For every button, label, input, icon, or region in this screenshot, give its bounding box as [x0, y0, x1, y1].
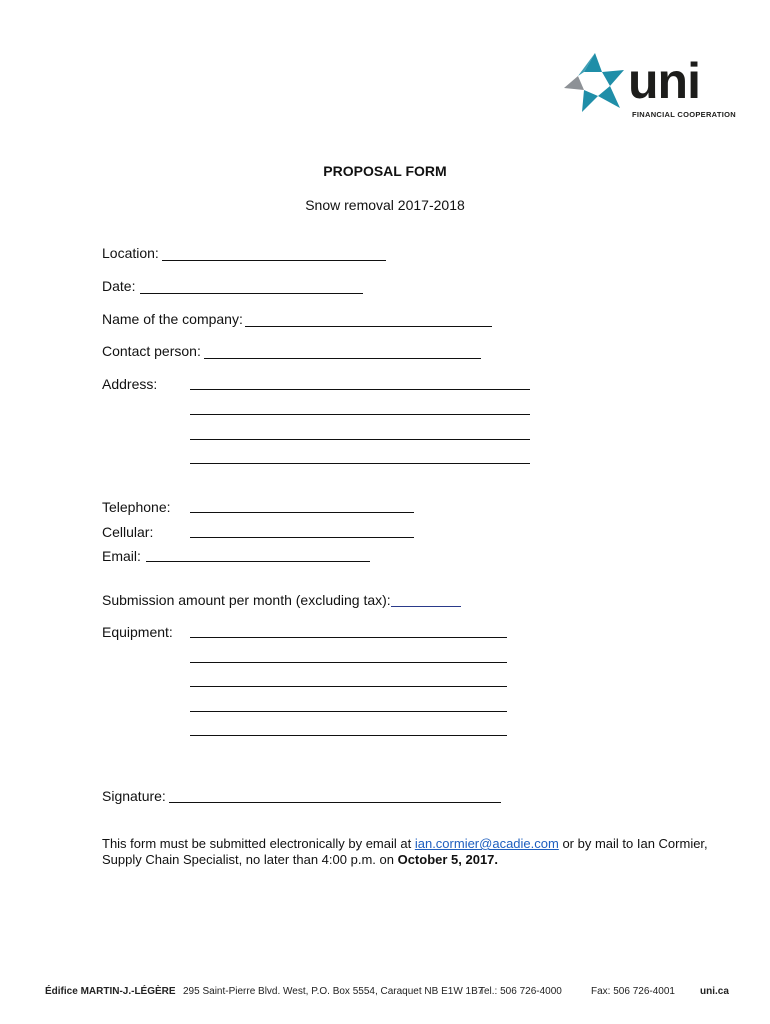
equipment-line-3[interactable]	[190, 686, 507, 687]
signature-field[interactable]	[169, 802, 501, 803]
logo-wordmark: uni	[628, 53, 700, 109]
company-field[interactable]	[245, 326, 492, 327]
email-label: Email:	[102, 548, 141, 564]
page-footer	[45, 986, 735, 1000]
footer-website[interactable]: uni.ca	[700, 986, 729, 997]
equipment-line-1[interactable]	[190, 637, 507, 638]
note-text: or by mail to Ian Cormier,	[558, 836, 708, 851]
contact-field[interactable]	[204, 358, 481, 359]
footer-address: 295 Saint-Pierre Blvd. West, P.O. Box 5554, Caraquet NB E1W 1B7	[183, 986, 484, 997]
email-field[interactable]	[146, 561, 370, 562]
signature-label: Signature:	[102, 788, 166, 804]
deadline-date: October 5, 2017.	[397, 852, 499, 867]
equipment-label: Equipment:	[102, 624, 173, 640]
submission-note-line-2	[102, 852, 722, 868]
footer-building: Édifice MARTIN-J.-LÉGÈRE	[45, 986, 176, 997]
cellular-label: Cellular:	[102, 524, 154, 540]
address-line-3[interactable]	[190, 439, 530, 440]
footer-fax: Fax: 506 726-4001	[591, 986, 675, 997]
location-field[interactable]	[162, 260, 386, 261]
address-label: Address:	[102, 376, 158, 392]
form-title: PROPOSAL FORM	[323, 163, 447, 179]
address-line-1[interactable]	[190, 389, 530, 390]
form-subtitle: Snow removal 2017-2018	[305, 197, 465, 213]
equipment-line-2[interactable]	[190, 662, 507, 663]
footer-telephone: Tel.: 506 726-4000	[479, 986, 562, 997]
date-field[interactable]	[140, 293, 363, 294]
note-text: Supply Chain Specialist, no later than 4:00 p.m. on	[102, 852, 398, 867]
equipment-line-5[interactable]	[190, 735, 507, 736]
location-label: Location:	[102, 245, 159, 261]
company-label: Name of the company:	[102, 311, 243, 327]
cellular-field[interactable]	[190, 537, 414, 538]
telephone-label: Telephone:	[102, 499, 171, 515]
address-line-4[interactable]	[190, 463, 530, 464]
contact-label: Contact person:	[102, 343, 201, 359]
telephone-field[interactable]	[190, 512, 414, 513]
submission-label: Submission amount per month (excluding tax):	[102, 592, 391, 608]
address-line-2[interactable]	[190, 414, 530, 415]
submission-field[interactable]	[391, 606, 461, 607]
logo-subtitle: FINANCIAL COOPERATION	[632, 110, 736, 119]
note-text: This form must be submitted electronically by email at	[102, 836, 415, 851]
date-label: Date:	[102, 278, 136, 294]
contact-email-link[interactable]: ian.cormier@acadie.com	[414, 836, 559, 851]
star-logo-icon	[562, 50, 628, 116]
uni-logo	[562, 50, 736, 126]
equipment-line-4[interactable]	[190, 711, 507, 712]
submission-note-line-1	[102, 836, 722, 852]
